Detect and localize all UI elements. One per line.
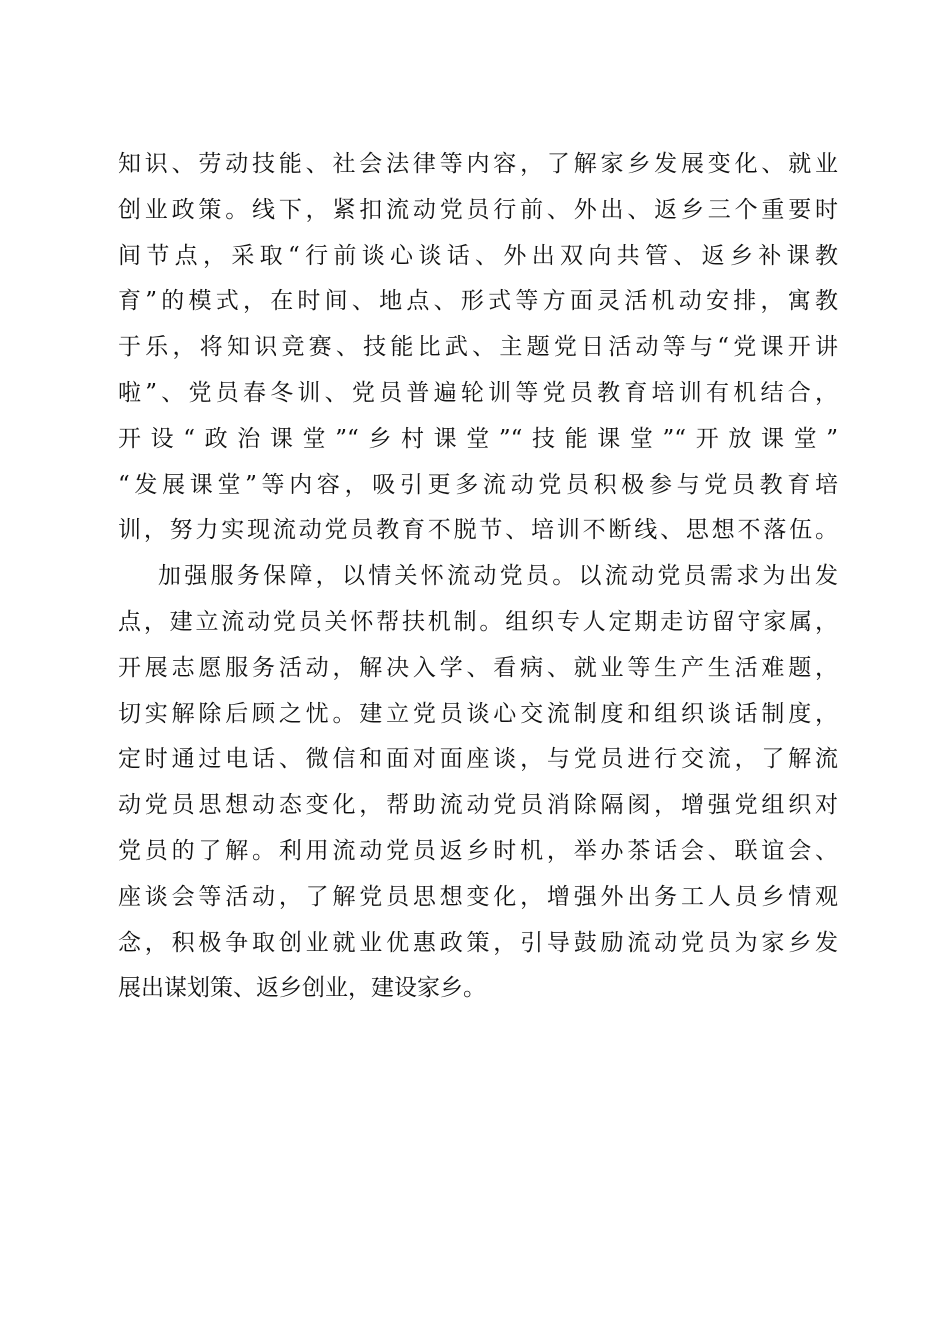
text-line: 展出谋划策、返乡创业，建设家乡。	[118, 975, 486, 1002]
body-text	[118, 142, 838, 1012]
text-line: 切实解除后顾之忧。建立党员谈心交流制度和组织谈话制度，	[118, 700, 838, 727]
text-line: 开设“政治课堂”“乡村课堂”“技能课堂”“开放课堂”	[118, 425, 838, 452]
text-line: 育”的模式，在时间、地点、形式等方面灵活机动安排，寓教	[118, 288, 838, 315]
paragraph-2	[118, 554, 838, 1012]
text-line: 动党员思想动态变化，帮助流动党员消除隔阂，增强党组织对	[118, 792, 838, 819]
text-line: 念，积极争取创业就业优惠政策，引导鼓励流动党员为家乡发	[118, 929, 838, 956]
text-line: 创业政策。线下，紧扣流动党员行前、外出、返乡三个重要时	[118, 196, 838, 223]
text-line: 间节点，采取“行前谈心谈话、外出双向共管、返乡补课教	[118, 242, 838, 269]
paragraph-1	[118, 142, 838, 554]
text-line: “发展课堂”等内容，吸引更多流动党员积极参与党员教育培	[118, 471, 838, 498]
text-line: 训，努力实现流动党员教育不脱节、培训不断线、思想不落伍。	[118, 517, 838, 544]
text-line: 知识、劳动技能、社会法律等内容，了解家乡发展变化、就业	[118, 151, 838, 177]
text-line: 座谈会等活动，了解党员思想变化，增强外出务工人员乡情观	[118, 883, 838, 910]
text-line: 党员的了解。利用流动党员返乡时机，举办茶话会、联谊会、	[118, 837, 838, 864]
paragraph-heading-line: 加强服务保障，以情关怀流动党员。以流动党员需求为出发	[158, 563, 838, 590]
text-line: 开展志愿服务活动，解决入学、看病、就业等生产生活难题，	[118, 654, 838, 681]
text-line: 于乐，将知识竞赛、技能比武、主题党日活动等与“党课开讲	[118, 334, 838, 361]
text-line: 定时通过电话、微信和面对面座谈，与党员进行交流，了解流	[118, 746, 838, 773]
text-line: 啦”、党员春冬训、党员普遍轮训等党员教育培训有机结合，	[118, 379, 838, 406]
text-line: 点，建立流动党员关怀帮扶机制。组织专人定期走访留守家属，	[118, 608, 838, 635]
